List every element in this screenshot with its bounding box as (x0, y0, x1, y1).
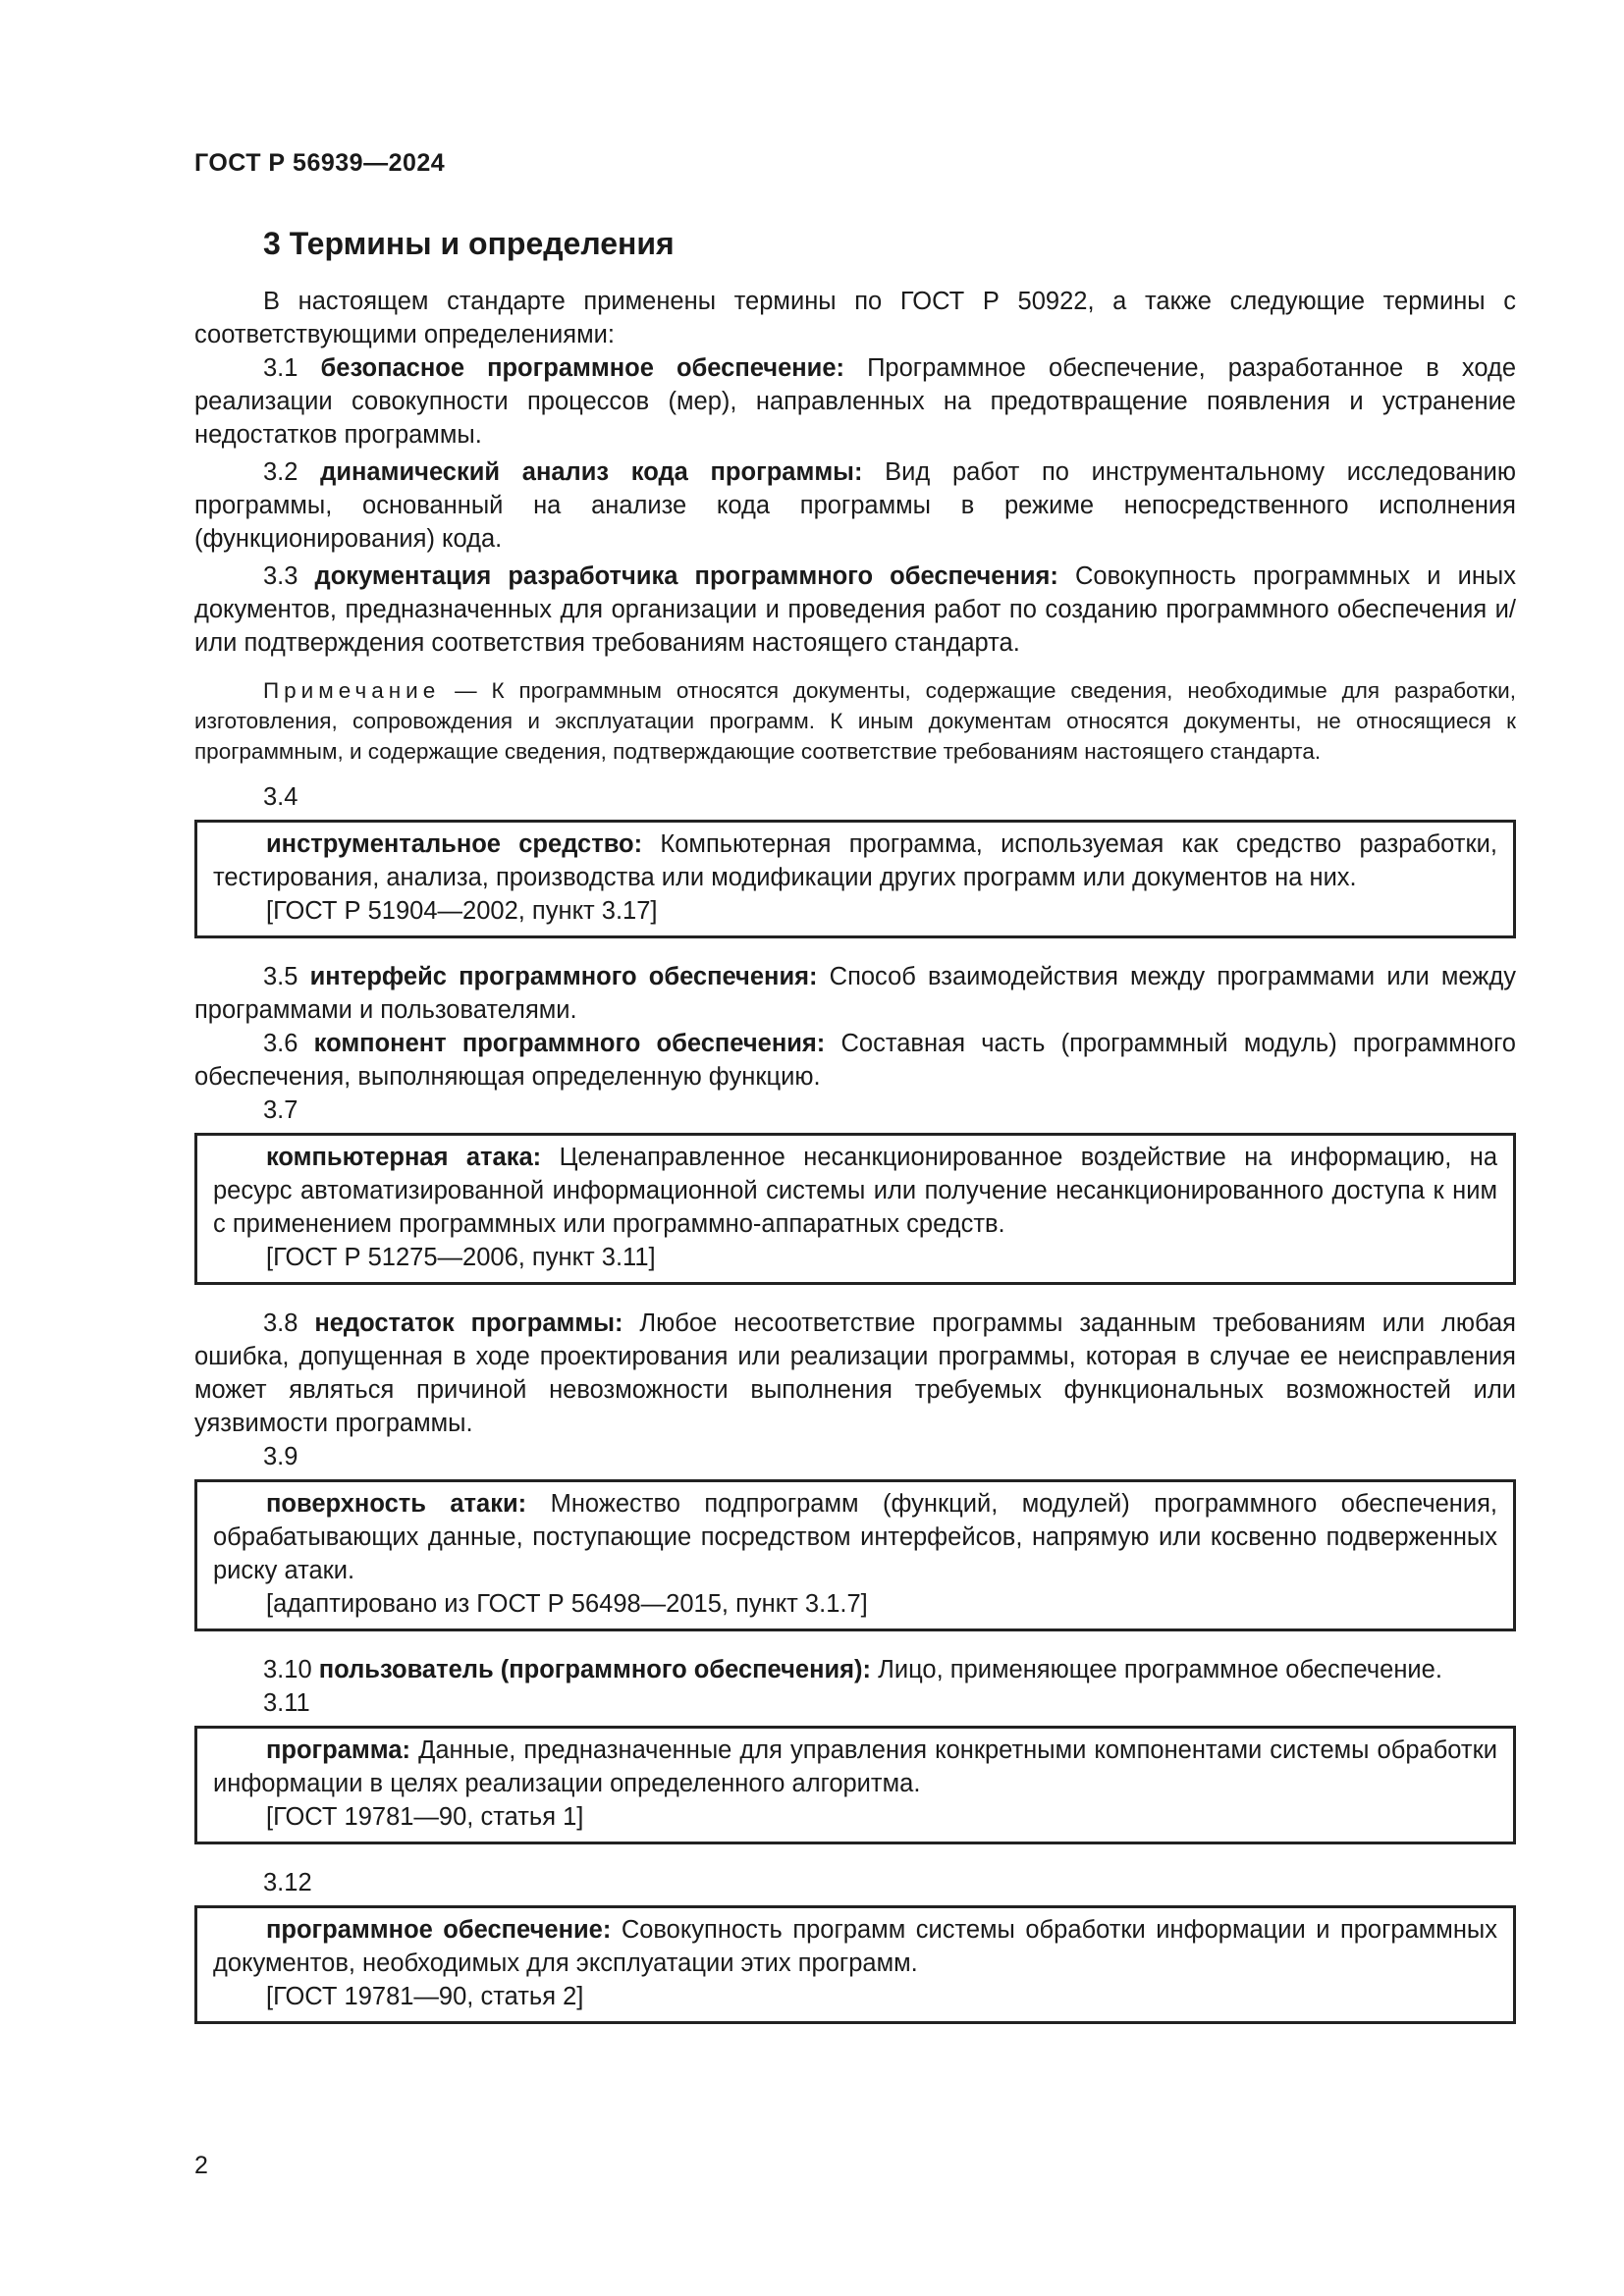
term-entry-3-6 (194, 1027, 1516, 1094)
term-definition: Целенаправленное несанкционированное воздействие на информацию, на ресурс автоматизированной информационной системы или получение несанкционированного доступа к ним с применением программных или программно-аппаратных средств. (213, 1144, 1497, 1238)
term-definition: Вид работ по инструментальному исследованию программы, основанный на анализе кода программы в режиме непосредственного исполнения (функционирования) кода. (194, 458, 1516, 553)
term-definition: Множество подпрограмм (функций, модулей) программного обеспечения, обрабатывающих данные, поступающие посредством интерфейсов, напрямую или косвенно подверженных риску атаки. (213, 1490, 1498, 1584)
section-title: 3 Термины и определения (263, 226, 675, 261)
document-header: ГОСТ Р 56939—2024 (194, 149, 446, 177)
term-number: 3.2 (263, 458, 298, 486)
term-box-3-12 (194, 1905, 1516, 2024)
term-name: инструментальное средство: (266, 830, 643, 858)
term-box-3-9 (194, 1479, 1516, 1631)
page-content (194, 224, 1516, 2024)
term-name: поверхность атаки: (266, 1490, 527, 1518)
term-definition: Способ взаимодействия между программами или между программами и пользователями. (194, 963, 1516, 1024)
term-number-3-11: 3.11 (263, 1689, 310, 1717)
term-source: [ГОСТ Р 51904—2002, пункт 3.17] (266, 897, 658, 925)
term-name: динамический анализ кода программы: (320, 458, 863, 486)
term-number: 3.5 (263, 963, 298, 990)
term-number: 3.3 (263, 562, 298, 590)
term-entry-3-5 (194, 960, 1516, 1027)
term-source: [адаптировано из ГОСТ Р 56498—2015, пункт 3.1.7] (266, 1590, 868, 1618)
term-name: пользователь (программного обеспечения): (318, 1656, 872, 1683)
note-text: — К программным относятся документы, содержащие сведения, необходимые для разработки, изготовления, сопровождения и эксплуатации программ. К иным документам относятся документы, не относящиеся к программным, и содержащие сведения, подтверждающие соответствие требованиям настоящего стандарта. (194, 678, 1516, 764)
term-definition: Программное обеспечение, разработанное в ходе реализации совокупности процессов (мер), направленных на предотвращение появления и устранение недостатков программы. (194, 354, 1517, 449)
term-name: программное обеспечение: (266, 1916, 612, 1944)
term-entry-3-11 (213, 1734, 1497, 1800)
term-number: 3.1 (263, 354, 298, 382)
term-definition: Совокупность программных и иных документов, предназначенных для организации и проведения работ по созданию программного обеспечения и/или подтверждения соответствия требованиям настоящего стандарта. (194, 562, 1516, 657)
term-name: программа: (266, 1736, 410, 1764)
term-source: [ГОСТ 19781—90, статья 2] (266, 1983, 584, 2010)
term-box-3-7 (194, 1133, 1516, 1285)
term-entry-3-3 (194, 560, 1516, 660)
term-definition: Компьютерная программа, используемая как средство разработки, тестирования, анализа, производства или модификации других программ или документов на них. (213, 830, 1497, 891)
term-number-3-12: 3.12 (263, 1869, 312, 1896)
term-entry-3-4 (213, 828, 1497, 894)
term-entry-3-2 (194, 455, 1516, 556)
term-definition: Данные, предназначенные для управления конкретными компонентами системы обработки информации в целях реализации определенного алгоритма. (213, 1736, 1497, 1797)
term-source: [ГОСТ Р 51275—2006, пункт 3.11] (266, 1244, 656, 1271)
term-name: компонент программного обеспечения: (313, 1030, 826, 1057)
term-definition: Любое несоответствие программы заданным требованиям или любая ошибка, допущенная в ходе проектирования или реализации программы, которая в случае ее неисправления может являться причиной невозможности выполнения требуемых функциональных возможностей или уязвимости программы. (194, 1309, 1516, 1437)
term-number-3-4: 3.4 (263, 783, 298, 811)
term-entry-3-9 (213, 1487, 1497, 1587)
term-definition: Лицо, применяющее программное обеспечение. (878, 1656, 1442, 1683)
term-entry-3-7 (213, 1141, 1497, 1241)
term-definition: Совокупность программ системы обработки информации и программных документов, необходимых для эксплуатации этих программ. (213, 1916, 1498, 1977)
term-entry-3-12 (213, 1913, 1497, 1980)
term-number: 3.10 (263, 1656, 312, 1683)
term-name: недостаток программы: (314, 1309, 623, 1337)
term-box-3-11 (194, 1726, 1516, 1844)
term-source: [ГОСТ 19781—90, статья 1] (266, 1803, 584, 1831)
section-intro: В настоящем стандарте применены термины по ГОСТ Р 50922, а также следующие термины с соответствующими определениями: (194, 288, 1516, 348)
term-entry-3-1 (194, 351, 1516, 452)
term-number-3-9: 3.9 (263, 1443, 298, 1470)
term-entry-3-10 (194, 1653, 1516, 1686)
term-number: 3.8 (263, 1309, 298, 1337)
note (194, 675, 1516, 767)
term-definition: Составная часть (программный модуль) программного обеспечения, выполняющая определенную функцию. (194, 1030, 1516, 1091)
term-box-3-4 (194, 820, 1516, 938)
page-number: 2 (194, 2152, 208, 2179)
term-name: документация разработчика программного обеспечения: (314, 562, 1058, 590)
term-name: интерфейс программного обеспечения: (309, 963, 818, 990)
note-label: Примечание (263, 678, 441, 703)
term-name: безопасное программное обеспечение: (320, 354, 845, 382)
term-number-3-7: 3.7 (263, 1096, 298, 1124)
term-name: компьютерная атака: (266, 1144, 542, 1171)
term-entry-3-8 (194, 1307, 1516, 1440)
term-number: 3.6 (263, 1030, 298, 1057)
